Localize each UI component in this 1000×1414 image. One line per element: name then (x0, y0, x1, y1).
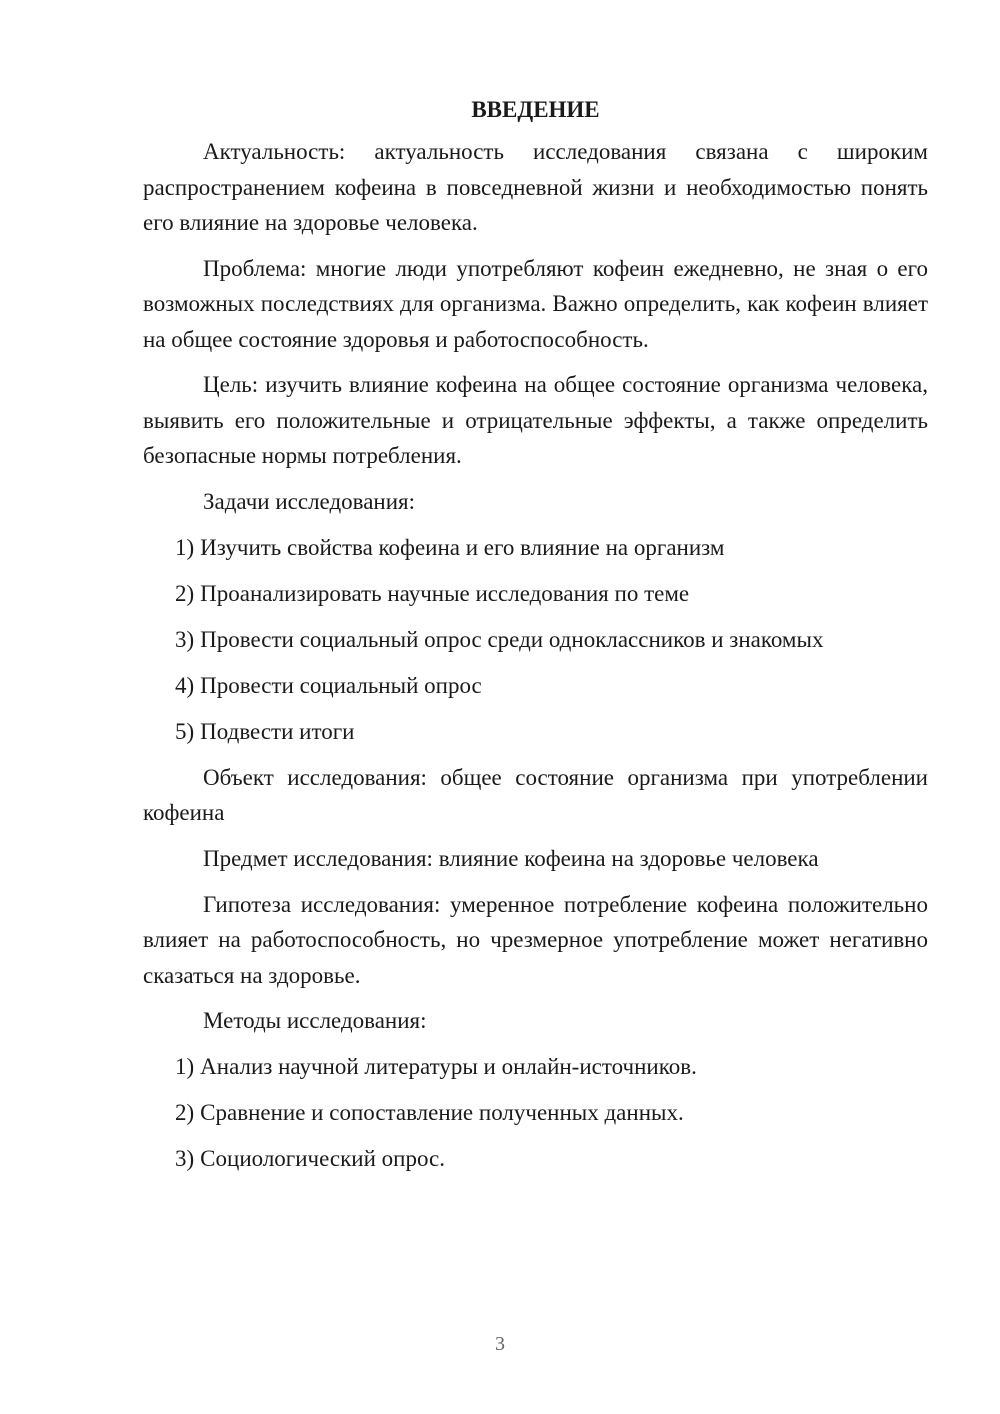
list-item (143, 668, 928, 703)
hypothesis-paragraph: Гипотеза исследования: умеренное потребление кофеина положительно влияет на работоспособность, но чрезмерное употребление может негативно сказаться на здоровье. (143, 891, 928, 988)
list-item-text: Анализ научной литературы и онлайн-источников. (200, 1054, 697, 1079)
section-title: ВВЕДЕНИЕ (471, 97, 600, 122)
list-item-text: Подвести итоги (200, 718, 355, 744)
list-item-text: Проанализировать научные исследования по теме (200, 580, 690, 606)
list-item (143, 714, 928, 749)
list-item-number: 3) (175, 1146, 195, 1171)
tasks-heading: Задачи исследования: (203, 488, 416, 514)
list-item (143, 1049, 928, 1084)
object-paragraph: Объект исследования: общее состояние организма при употреблении кофеина (143, 764, 928, 825)
list-item-number: 1) (175, 1054, 195, 1079)
subject-paragraph: Предмет исследования: влияние кофеина на здоровье человека (203, 845, 819, 871)
list-item-number: 2) (175, 1100, 195, 1125)
list-item (143, 1141, 928, 1176)
list-item (143, 1095, 928, 1130)
list-item-text: Изучить свойства кофеина и его влияние на организм (200, 534, 725, 560)
page-number: 3 (495, 1333, 505, 1355)
list-item-number: 1) (175, 534, 195, 560)
document-page (143, 92, 928, 1187)
list-item (143, 576, 928, 611)
relevance-paragraph: Актуальность: актуальность исследования связана с широким распространением кофеина в повседневной жизни и необходимостью понять его влияние на здоровье человека. (143, 139, 928, 235)
list-item-number: 2) (175, 580, 195, 606)
methods-list (143, 1049, 928, 1176)
list-item-number: 5) (175, 718, 195, 744)
list-item-text: Социологический опрос. (200, 1146, 445, 1171)
list-item-text: Сравнение и сопоставление полученных данных. (200, 1100, 684, 1125)
tasks-list (143, 530, 928, 749)
list-item (143, 530, 928, 565)
list-item-text: Провести социальный опрос (200, 672, 482, 698)
problem-paragraph: Проблема: многие люди употребляют кофеин ежедневно, не зная о его возможных последствиях для организма. Важно определить, как кофеин влияет на общее состояние здоровья и работоспособность. (143, 255, 928, 352)
methods-heading: Методы исследования: (203, 1008, 427, 1033)
list-item-number: 4) (175, 672, 195, 698)
goal-paragraph: Цель: изучить влияние кофеина на общее состояние организма человека, выявить его положительные и отрицательные эффекты, а также определить безопасные нормы потребления. (143, 372, 928, 468)
list-item-number: 3) (175, 626, 195, 652)
list-item (143, 622, 928, 657)
list-item-text: Провести социальный опрос среди одноклассников и знакомых (200, 626, 824, 652)
